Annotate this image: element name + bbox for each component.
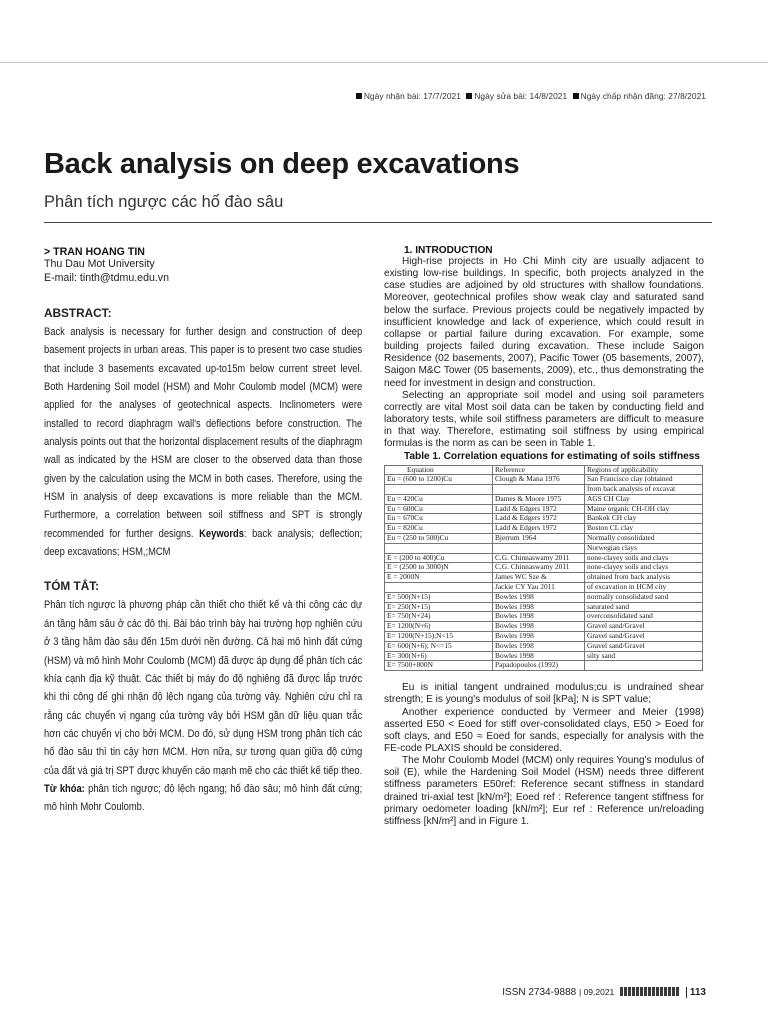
table-cell: Gravel sand/Gravel <box>585 641 703 651</box>
table-row <box>385 632 703 642</box>
table-row <box>385 573 703 583</box>
table-row <box>385 485 703 495</box>
title-rule <box>44 222 712 223</box>
table-cell: Dames & Moore 1975 <box>493 494 585 504</box>
table-cell <box>385 543 493 553</box>
table-cell: overconsolidated sand <box>585 612 703 622</box>
paragraph: Another experience conducted by Vermeer and Meier (1998) asserted E50 < Eoed for stiff over-consolidated clays, E50 > Eoed for soft clays, and E50 ≈ Eoed for sands, especially for analysis with the FE-code PLAXIS should be considered. <box>384 706 704 755</box>
introduction-heading: 1. INTRODUCTION <box>404 245 493 256</box>
table-cell: E= 300(N+6) <box>385 651 493 661</box>
tomtat-body <box>44 596 362 816</box>
table-row <box>385 514 703 524</box>
author-email: E-mail: tinth@tdmu.edu.vn <box>44 271 169 284</box>
issue-date: | 09.2021 <box>578 987 615 997</box>
table-cell: Bowles 1998 <box>493 641 585 651</box>
bullet-square-icon <box>356 93 362 99</box>
table-row <box>385 592 703 602</box>
table-caption: Table 1. Correlation equations for estimating of soils stiffness <box>404 450 700 462</box>
table-cell: C.G. Chinnaswamy 2011 <box>493 563 585 573</box>
table-row <box>385 475 703 485</box>
abstract-heading: ABSTRACT: <box>44 306 112 320</box>
paper-title: Back analysis on deep excavations <box>44 148 520 180</box>
paragraph: High-rise projects in Ho Chi Minh city are usually adjacent to existing low-rise buildings. In specific, both projects analyzed in the case studies are adjoined by old structures with shallow foundations. Moreover, geotechnical profiles show weak clay and saturated sand below the surface. Previous projects could be negatively impacted by insufficient knowledge and lack of experience, which could result in collapse or partial failure during excavation. For example, some building projects failed during excavation. These include Saigon Residence (02 basements, 2007), Pacific Tower (05 basements, 2007), Saigon M&C Tower (05 basements, 2009), etc., thus demonstrating the need for investment in design and construction. <box>384 256 704 389</box>
table-cell: Normally consolidated <box>585 534 703 544</box>
table-cell <box>493 543 585 553</box>
table-row <box>385 524 703 534</box>
issn: ISSN 2734-9888 <box>502 987 577 998</box>
table-cell: C.G. Chinnaswamy 2011 <box>493 553 585 563</box>
accepted-date: Ngày chấp nhận đăng: 27/8/2021 <box>580 91 706 101</box>
table-row <box>385 553 703 563</box>
table-cell: Bowles 1998 <box>493 651 585 661</box>
table-cell: E = (2500 to 3000)N <box>385 563 493 573</box>
table-cell: from back analysis of excavat <box>585 485 703 495</box>
tomtat-keywords-label: Từ khóa: <box>44 782 85 795</box>
top-rule <box>0 62 768 63</box>
table-cell: Clough & Mana 1976 <box>493 475 585 485</box>
table-row <box>385 543 703 553</box>
page-footer <box>502 987 706 998</box>
table-cell: Bowles 1998 <box>493 602 585 612</box>
table-cell: Eu = 420Cu <box>385 494 493 504</box>
table-cell: Ladd & Edgers 1972 <box>493 524 585 534</box>
table-cell: of excavation in HCM city <box>585 583 703 593</box>
tomtat-heading: TÓM TẮT: <box>44 579 100 594</box>
table-row <box>385 661 703 671</box>
table-cell: Bowles 1998 <box>493 622 585 632</box>
table-cell: Eu = (250 to 500)Cu <box>385 534 493 544</box>
table-row <box>385 602 703 612</box>
table-row <box>385 494 703 504</box>
table-cell: Bowles 1998 <box>493 632 585 642</box>
table-row <box>385 622 703 632</box>
right-column <box>384 245 704 828</box>
abstract-body <box>44 323 362 561</box>
table-header-cell: Equation <box>385 465 493 475</box>
table-cell: Eu = (600 to 1200)Cu <box>385 475 493 485</box>
journal-logo <box>620 987 680 996</box>
paragraph: The Mohr Coulomb Model (MCM) only requires Young's modulus of soil (E), while the Hardening Soil Model (HSM) needs three different stiffness parameters E50ref: Reference secant stiffness in standard drained tri-axial test [kN/m²]; Eoed ref : Reference tangent stiffness for primary oedometer loading [kN/m²]; Eur ref : Reference un/reloading stiffness [kN/m²] and in Figure 1. <box>384 755 704 827</box>
table-cell: Eu = 820Cu <box>385 524 493 534</box>
table-cell: E= 600(N+6); N<=15 <box>385 641 493 651</box>
table-cell: none-clayey soils and clays <box>585 563 703 573</box>
paragraph: Selecting an appropriate soil model and using soil parameters correctly are vital Most soil data can be taken by conducting field and laboratory tests, while soil stiffness parameters are difficult to measure in that way. Therefore, estimating soil stiffness by using empirical formulas is the norm as can be seen in Table 1. <box>384 389 704 450</box>
table-cell: Boston CL clay <box>585 524 703 534</box>
table-cell: Jackie CY Yau 2011 <box>493 583 585 593</box>
table-cell: E= 750(N+24) <box>385 612 493 622</box>
tomtat-keywords-text: phân tích ngược; độ lệch ngang; hố đào sâu; mô hình đất cứng; mô hình Mohr Coulomb. <box>44 782 363 814</box>
table-cell: Eu = 600Cu <box>385 504 493 514</box>
table-cell: Bankok CH clay <box>585 514 703 524</box>
bullet-square-icon <box>466 93 472 99</box>
table-cell: Norwegian clays <box>585 543 703 553</box>
table-header-row <box>385 465 703 475</box>
page-number: 113 <box>686 987 706 998</box>
received-date: Ngày nhận bài: 17/7/2021 <box>363 91 461 101</box>
table-cell: E= 250(N+15) <box>385 602 493 612</box>
introduction-text <box>384 256 704 451</box>
table-cell: none-clayey soils and clays <box>585 553 703 563</box>
table-cell: E = (200 to 400)Cu <box>385 553 493 563</box>
table-cell: Bowles 1998 <box>493 592 585 602</box>
table-cell: Bowles 1998 <box>493 612 585 622</box>
table-row <box>385 504 703 514</box>
table-cell <box>385 485 493 495</box>
keywords-label: Keywords <box>199 527 244 540</box>
table-body <box>385 475 703 671</box>
table-cell: Papadopoulos (1992) <box>493 661 585 671</box>
table-cell: Ladd & Edgers 1972 <box>493 504 585 514</box>
table-cell: E= 1200(N+15);N<15 <box>385 632 493 642</box>
revised-date: Ngày sửa bài: 14/8/2021 <box>474 91 568 101</box>
table-row <box>385 612 703 622</box>
table-row <box>385 563 703 573</box>
bullet-square-icon <box>573 93 579 99</box>
table-cell: E= 500(N+15) <box>385 592 493 602</box>
table-row <box>385 651 703 661</box>
keywords-text: : back analysis; deflection; deep excavations; HSM,;MCM <box>44 527 363 559</box>
table-cell: Ladd & Edgers 1972 <box>493 514 585 524</box>
table-row <box>385 583 703 593</box>
table-cell: Gravel sand/Gravel <box>585 622 703 632</box>
correlation-table <box>384 465 703 672</box>
table-cell: obtained from back analysis <box>585 573 703 583</box>
paragraph: Eu is initial tangent undrained modulus;cu is undrained shear strength; E is young's modulus of soil [kPa]; N is SPT value; <box>384 682 704 706</box>
table-header-cell: Reference <box>493 465 585 475</box>
table-cell: Maine organic CH-OH clay <box>585 504 703 514</box>
table-cell <box>585 661 703 671</box>
abstract-text: Back analysis is necessary for further design and construction of deep basement projects in urban areas. This paper is to present two case studies that include 3 basements excavated up-to15m below current street level. Both Hardening Soil model (HSM) and Mohr Coulomb model (MCM) were applied for the analyses of geotechnical aspects. Inclinometers were installed to record diaphragm wall's deflections before construction. The analysis points out that the horizontal displacement results of the diaphragm wall as indicated by the HSM are closer to the observed data than those given by the calculation using the MCM in both cases. Therefore, using the HSM in analysis of deep excavations is more reliable than the MCM. Furthermore, a correlation between soil stiffness and SPT is strongly recommended for further designs. <box>44 326 363 540</box>
table-cell <box>385 583 493 593</box>
table-row <box>385 641 703 651</box>
table-cell <box>493 485 585 495</box>
left-column <box>44 246 362 817</box>
author-name: > TRAN HOANG TIN <box>44 246 145 258</box>
after-table-text <box>384 682 704 828</box>
table-cell: saturated sand <box>585 602 703 612</box>
table-cell: Gravel sand/Gravel <box>585 632 703 642</box>
table-cell: E= 1200(N+6) <box>385 622 493 632</box>
table-cell: E = 2000N <box>385 573 493 583</box>
table-header-cell: Regions of applicability <box>585 465 703 475</box>
table-cell: E= 7500+800N <box>385 661 493 671</box>
table-cell: normally consolidated sand <box>585 592 703 602</box>
table-row <box>385 534 703 544</box>
paper-subtitle: Phân tích ngược các hố đào sâu <box>44 193 284 211</box>
table-cell: Eu = 670Cu <box>385 514 493 524</box>
table-cell: AGS CH Clay <box>585 494 703 504</box>
table-cell: silty sand <box>585 651 703 661</box>
tomtat-text: Phân tích ngược là phương pháp cần thiết cho thiết kế và thi công các dự án tầng hầm sâu ở các đô thị. Bài báo trình bày hai trường hợp nghiên cứu ở 3 tầng hầm đào sâu đến 15m dưới nền đường. Cả hai mô hình đất cứng (HSM) và mô hình Mohr Coulomb (MCM) đã được áp dụng để phân tích các khía cạnh địa kỹ thuật. Các thiết bị máy đo độ nghiêng đã được lắp trước khi thi công để ghi nhận độ lệch ngang của tường vây. Nghiên cứu chỉ ra rằng các chuyển vị ngang của tường vây bởi HSM gần dữ liệu quan trắc hơn các chuyển vị cho bởi MCM. Do đó, sử dụng HSM trong phân tích các hố đào sâu thì tin cậy hơn MCM. Hơn nữa, sự tương quan giữa độ cứng của đất và giá trị SPT được khuyến cáo mạnh mẽ cho các thiết kế tiếp theo. <box>44 599 363 777</box>
submission-dates <box>353 91 706 101</box>
table-cell: San Francisco clay (obtained <box>585 475 703 485</box>
table-cell: James WC Sze & <box>493 573 585 583</box>
author-affiliation: Thu Dau Mot University <box>44 258 155 270</box>
table-cell: Bjerrum 1964 <box>493 534 585 544</box>
